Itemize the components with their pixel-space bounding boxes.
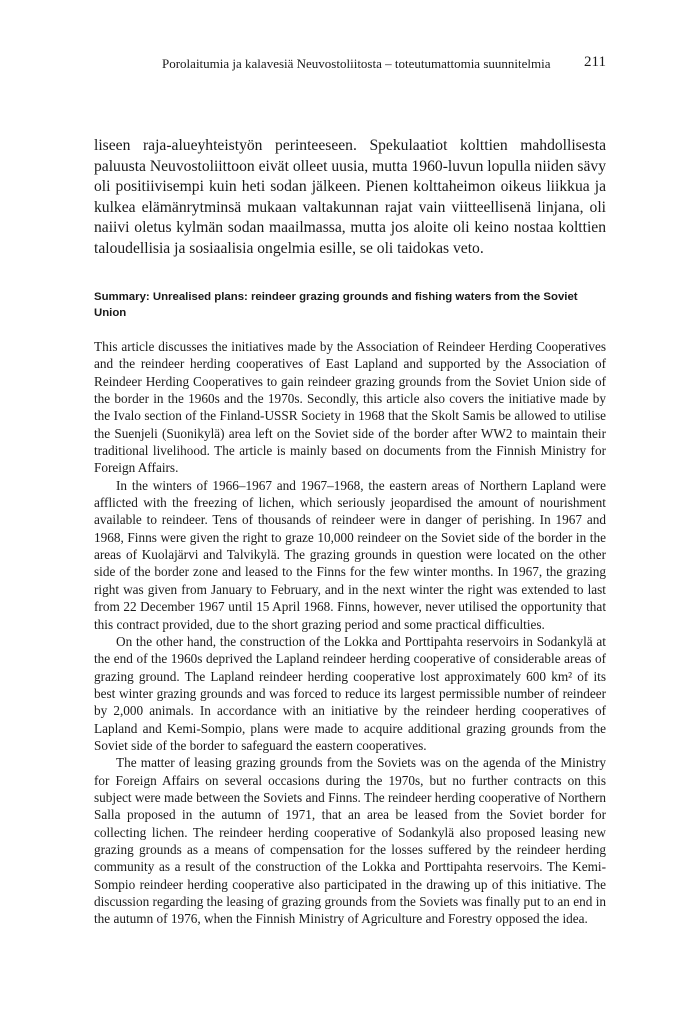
summary-body	[94, 338, 606, 928]
summary-paragraph: The matter of leasing grazing grounds from the Soviets was on the agenda of the Ministry for Foreign Affairs on several occasions during the 1970s, but no further contracts on this subject were made between the Soviets and Finns. The reindeer herding cooperative of Northern Salla proposed in the autumn of 1971, that an area be leased from the Soviet border for collecting lichen. The reindeer herding cooperative of Sodankylä also proposed leasing new grazing grounds as a means of compensation for the losses suffered by the reindeer herding community as a result of the construction of the Lokka and Porttipahta reservoirs. The Kemi-Sompio reindeer herding cooperative also participated in the drawing up of this initiative. The discussion regarding the leasing of grazing grounds from the Soviets was finally put to an end in the autumn of 1976, when the Finnish Ministry of Agriculture and Forestry opposed the idea.	[94, 755, 606, 927]
running-title: Porolaitumia ja kalavesiä Neuvostoliitosta – toteutumattomia suunnitelmia	[162, 56, 551, 71]
summary-paragraph: On the other hand, the construction of the Lokka and Porttipahta reservoirs in Sodankylä at the end of the 1960s deprived the Lapland reindeer herding cooperative of considerable areas of grazing ground. The Lapland reindeer herding cooperative lost approximately 600 km² of its best winter grazing grounds and was forced to reduce its largest permissible number of reindeer by 2,000 animals. In accordance with an initiative by the reindeer herding cooperatives of Lapland and Kemi-Sompio, plans were made to acquire additional grazing grounds from the Soviet side of the border to safeguard the eastern cooperatives.	[94, 633, 606, 753]
finnish-paragraph: liseen raja-alueyhteistyön perinteeseen. Spekulaatiot kolttien mahdollisesta paluusta Neuvostoliittoon eivät olleet uusia, mutta 1960-luvun lopulla niiden sävy oli positiivisempi kuin heti sodan jälkeen. Pienen kolttaheimon oikeus liikkua ja kulkea elämänrytminsä mukaan valtakunnan rajat vain viitteellisenä linjana, oli naiivi oletus kylmän sodan maailmassa, mutta jos aloite oli keino nostaa kolttien taloudellisia ja sosiaalisia ongelmia esille, se oli taidokas veto.	[94, 137, 606, 257]
summary-heading: Summary: Unrealised plans: reindeer grazing grounds and fishing waters from the Soviet Union	[94, 291, 578, 319]
summary-paragraph: In the winters of 1966–1967 and 1967–1968, the eastern areas of Northern Lapland were afflicted with the freezing of lichen, which seriously jeopardised the amount of nourishment available to reindeer. Tens of thousands of reindeer were in danger of perishing. In 1967 and 1968, Finns were given the right to graze 10,000 reindeer on the Soviet side of the border in the areas of Kuolajärvi and Talvikylä. The grazing grounds in question were located on the other side of the border zone and leased to the Finns for the few winter months. In 1967, the grazing right was given from January to February, and in the next winter the right was extended to last from 22 December 1967 until 15 April 1968. Finns, however, never utilised the opportunity that this contract provided, due to the short grazing period and some practical difficulties.	[94, 477, 606, 632]
summary-paragraph: This article discusses the initiatives made by the Association of Reindeer Herding Cooperatives and the reindeer herding cooperatives of East Lapland and supported by the Association of Reindeer Herding Cooperatives to gain reindeer grazing grounds from the Soviet Union side of the border in the 1960s and the 1970s. Secondly, this article also covers the initiative made by the Ivalo section of the Finland-USSR Society in 1968 that the Skolt Samis be allowed to utilise the Suenjeli (Suonikylä) area left on the Soviet side of the border after WW2 to maintain their traditional livelihood. The article is mainly based on documents from the Finnish Ministry for Foreign Affairs.	[94, 339, 606, 476]
running-header	[94, 56, 606, 74]
page-number: 211	[584, 54, 606, 70]
